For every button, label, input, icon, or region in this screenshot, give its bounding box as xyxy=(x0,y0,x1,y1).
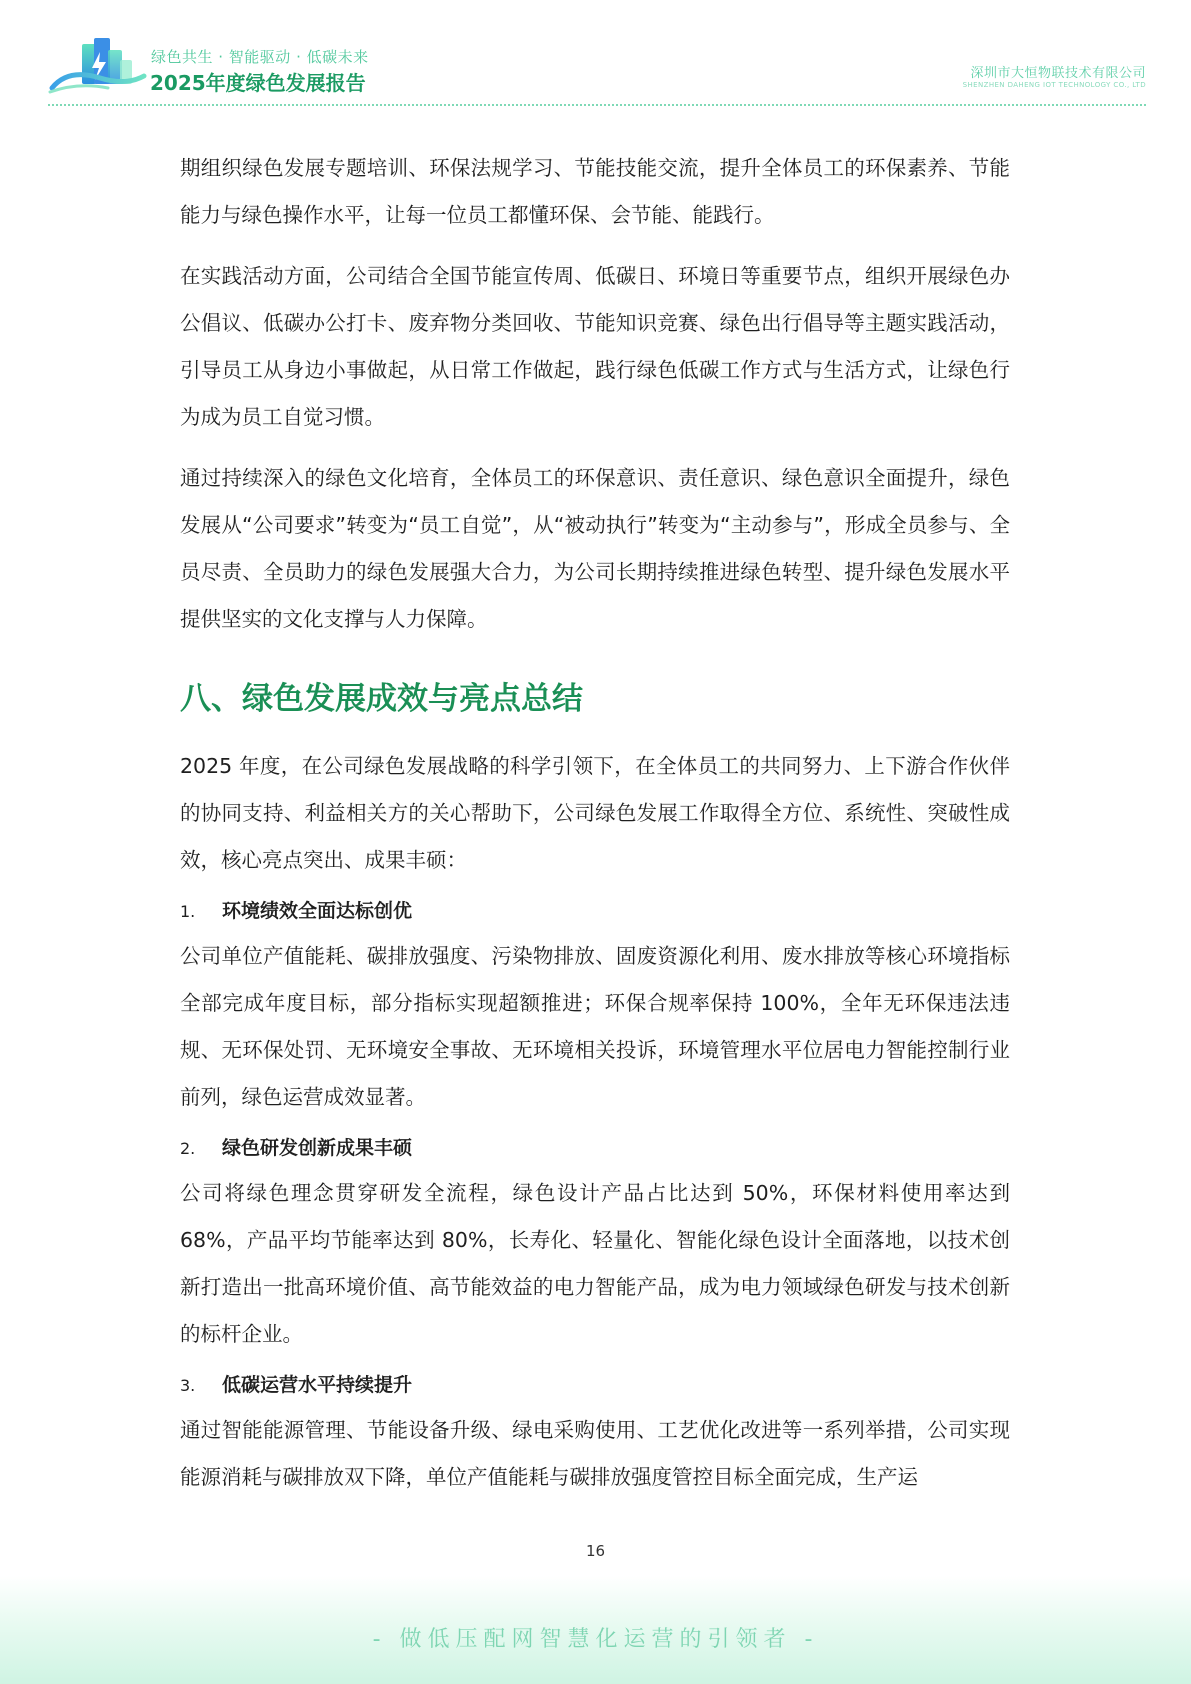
item-text: 公司将绿色理念贯穿研发全流程，绿色设计产品占比达到 50%，环保材料使用率达到 68%，产品平均节能率达到 80%，长寿化、轻量化、智能化绿色设计全面落地，以技术创新打造出一批高环境价值、高节能效益的电力智能产品，成为电力领域绿色研发与技术创新的标杆企业。 xyxy=(180,1181,1010,1346)
page-header xyxy=(0,0,1191,110)
list-item xyxy=(180,894,1010,1121)
item-number: 3. xyxy=(180,1376,196,1395)
bolt-building-logo xyxy=(48,38,148,96)
company-name-en: SHENZHEN DAHENG IOT TECHNOLOGY CO., LTD xyxy=(962,81,1146,89)
section-heading: 八、绿色发展成效与亮点总结 xyxy=(180,681,583,717)
header-divider xyxy=(48,104,1146,106)
header-slogan: 绿色共生 · 智能驱动 · 低碳未来 xyxy=(151,48,369,66)
item-title xyxy=(180,1131,1010,1166)
section-intro: 2025 年度，在公司绿色发展战略的科学引领下，在全体员工的共同努力、上下游合作伙伴的协同支持、利益相关方的关心帮助下，公司绿色发展工作取得全方位、系统性、突破性成效，核心亮点突出、成果丰硕： xyxy=(180,754,1010,872)
paragraph-training: 期组织绿色发展专题培训、环保法规学习、节能技能交流，提升全体员工的环保素养、节能能力与绿色操作水平，让每一位员工都懂环保、会节能、能践行。 xyxy=(180,156,1010,227)
footer-slogan: - 做低压配网智慧化运营的引领者 - xyxy=(372,1627,819,1652)
page-footer xyxy=(0,1576,1191,1684)
item-title-text: 环境绩效全面达标创优 xyxy=(222,900,413,922)
list-item xyxy=(180,1131,1010,1358)
paragraph-culture: 通过持续深入的绿色文化培育，全体员工的环保意识、责任意识、绿色意识全面提升，绿色发展从“公司要求”转变为“员工自觉”，从“被动执行”转变为“主动参与”，形成全员参与、全员尽责、全员助力的绿色发展强大合力，为公司长期持续推进绿色转型、提升绿色发展水平提供坚实的文化支撑与人力保障。 xyxy=(180,466,1010,631)
item-text: 通过智能能源管理、节能设备升级、绿电采购使用、工艺优化改进等一系列举措，公司实现能源消耗与碳排放双下降，单位产值能耗与碳排放强度管控目标全面完成，生产运 xyxy=(180,1418,1010,1489)
page-number: 16 xyxy=(585,1542,606,1560)
list-item xyxy=(180,1368,1010,1501)
paragraph-practice: 在实践活动方面，公司结合全国节能宣传周、低碳日、环境日等重要节点，组织开展绿色办公倡议、低碳办公打卡、废弃物分类回收、节能知识竞赛、绿色出行倡导等主题实践活动，引导员工从身边小事做起，从日常工作做起，践行绿色低碳工作方式与生活方式，让绿色行为成为员工自觉习惯。 xyxy=(180,264,1010,429)
item-title xyxy=(180,1368,1010,1403)
item-text: 公司单位产值能耗、碳排放强度、污染物排放、固废资源化利用、废水排放等核心环境指标全部完成年度目标，部分指标实现超额推进；环保合规率保持 100%，全年无环保违法违规、无环保处罚、无环境安全事故、无环境相关投诉，环境管理水平位居电力智能控制行业前列，绿色运营成效显著。 xyxy=(180,944,1010,1109)
page-content xyxy=(180,145,1010,1509)
item-title-text: 低碳运营水平持续提升 xyxy=(222,1374,413,1396)
company-name-cn: 深圳市大恒物联技术有限公司 xyxy=(970,66,1146,81)
item-title xyxy=(180,894,1010,929)
item-number: 1. xyxy=(180,902,196,921)
item-number: 2. xyxy=(180,1139,196,1158)
report-title: 2025年度绿色发展报告 xyxy=(150,71,366,95)
item-title-text: 绿色研发创新成果丰硕 xyxy=(222,1137,413,1159)
